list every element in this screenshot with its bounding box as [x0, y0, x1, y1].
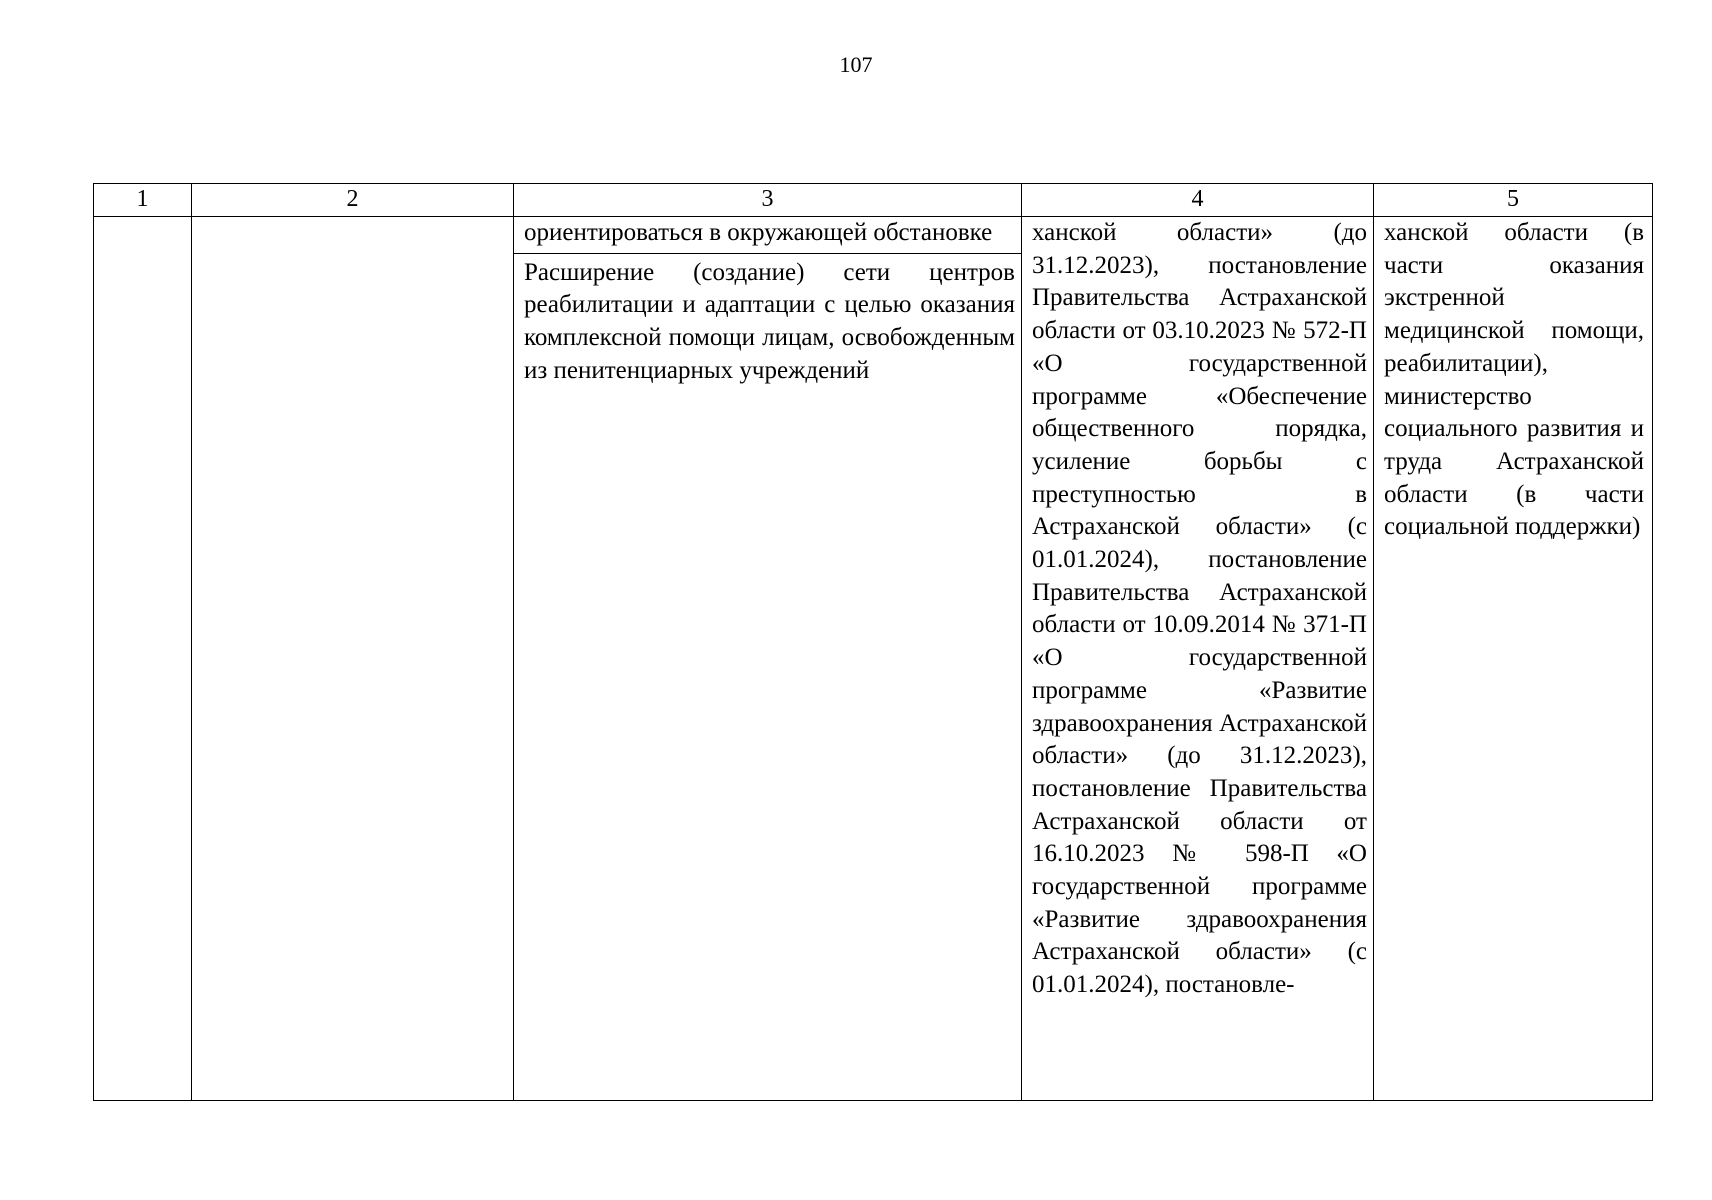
header-col-1: 1: [94, 184, 192, 217]
cell-col-3: [514, 217, 1022, 1101]
cell-col-4: [1022, 217, 1374, 1101]
header-col-4: 4: [1022, 184, 1374, 217]
page-number: 107: [839, 52, 873, 77]
cell-col-1: [94, 217, 192, 1101]
measure-text-2: Расширение (создание) сети центров реабилитации и адаптации с целью оказания комплексной помощи лицам, освобожденным из пенитенциарных учреждений: [524, 258, 1015, 384]
header-col-2: 2: [192, 184, 514, 217]
table-row: [94, 217, 1653, 1101]
legal-basis-text: ханской области» (до 31.12.2023), постановление Правительства Астраханской области от 03.10.2023 № 572-П «О государственной программе «Обеспечение общественного порядка, усиление борьбы с преступностью в Астраханской области» (с 01.01.2024), постановление Правительства Астраханской области от 10.09.2014 № 371-П «О государственной программе «Развитие здравоохранения Астраханской области» (до 31.12.2023), постановление Правительства Астраханской области от 16.10.2023 № 598-П «О государственной программе «Развитие здравоохранения Астраханской области» (с 01.01.2024), постановле-: [1032, 219, 1367, 999]
cell-col-5: [1374, 217, 1653, 1101]
header-col-3: 3: [514, 184, 1022, 217]
header-col-5: 5: [1374, 184, 1653, 217]
table-header-row: [94, 184, 1653, 217]
responsible-text: ханской области (в части оказания экстренной медицинской помощи, реабилитации), министерство социального развития и труда Астраханской области (в части социальной поддержки): [1384, 219, 1644, 541]
document-table: [93, 183, 1653, 1101]
cell-col-2: [192, 217, 514, 1101]
measure-text-1: ориентироваться в окружающей обстановке: [514, 217, 1021, 254]
